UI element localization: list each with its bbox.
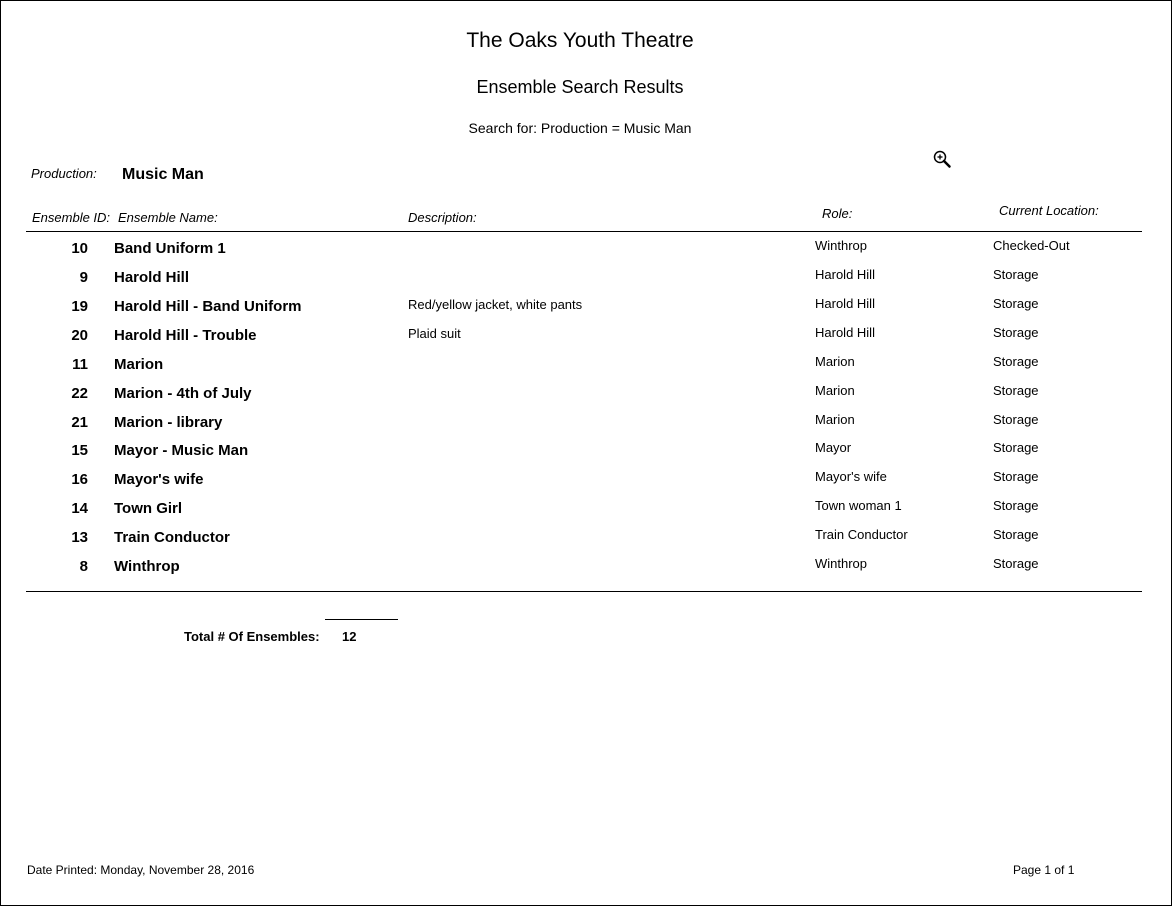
location-cell: Storage: [993, 296, 1039, 311]
magnifier-zoom-icon-graphic: [931, 148, 953, 170]
ensemble-name-cell: Mayor's wife: [114, 471, 204, 488]
description-cell: Plaid suit: [408, 326, 461, 341]
ensemble-id-cell: 20: [71, 327, 88, 344]
table-row: [1, 292, 1171, 321]
report-subtitle: Ensemble Search Results: [476, 77, 684, 97]
total-ensembles-value: 12: [342, 629, 357, 644]
location-cell: Storage: [993, 267, 1039, 282]
table-row: [1, 321, 1171, 350]
ensemble-name-cell: Harold Hill - Band Uniform: [114, 298, 302, 315]
ensemble-name-cell: Harold Hill: [114, 269, 190, 286]
column-header-role: Role:: [822, 206, 853, 221]
role-cell: Mayor's wife: [815, 469, 887, 484]
ensemble-name-cell: Band Uniform 1: [114, 240, 226, 257]
role-cell: Harold Hill: [815, 296, 875, 311]
page-number: Page 1 of 1: [1013, 863, 1075, 877]
role-cell: Harold Hill: [815, 267, 875, 282]
location-cell: Storage: [993, 354, 1039, 369]
ensemble-id-cell: 8: [79, 558, 88, 575]
ensemble-name-cell: Mayor - Music Man: [114, 442, 249, 459]
table-row: [1, 523, 1171, 552]
production-value: Music Man: [122, 166, 204, 183]
date-printed: Date Printed: Monday, November 28, 2016: [27, 863, 255, 877]
column-header-ensemble-id: Ensemble ID:: [32, 210, 111, 225]
description-cell: Red/yellow jacket, white pants: [408, 297, 583, 312]
ensemble-id-cell: 21: [71, 414, 88, 431]
total-overline: [325, 619, 398, 620]
ensemble-id-cell: 13: [71, 529, 88, 546]
role-cell: Winthrop: [815, 556, 868, 571]
location-cell: Storage: [993, 440, 1039, 455]
search-criteria: Search for: Production = Music Man: [468, 120, 692, 136]
role-cell: Marion: [815, 354, 855, 369]
location-cell: Storage: [993, 527, 1039, 542]
column-header-current-location: Current Location:: [999, 203, 1099, 218]
table-row: [1, 465, 1171, 494]
location-cell: Storage: [993, 412, 1039, 427]
table-row: [1, 494, 1171, 523]
table-row: [1, 263, 1171, 292]
role-cell: Town woman 1: [815, 498, 902, 513]
location-cell: Storage: [993, 383, 1039, 398]
total-ensembles-label: Total # Of Ensembles:: [184, 629, 320, 644]
ensemble-id-cell: 14: [71, 500, 88, 517]
magnifier-zoom-icon[interactable]: [931, 148, 953, 170]
location-cell: Storage: [993, 498, 1039, 513]
ensemble-id-cell: 19: [71, 298, 88, 315]
role-cell: Mayor: [815, 440, 852, 455]
report-title: The Oaks Youth Theatre: [466, 29, 694, 52]
ensemble-name-cell: Marion - 4th of July: [114, 385, 252, 402]
ensemble-name-cell: Marion: [114, 356, 164, 373]
role-cell: Marion: [815, 412, 855, 427]
ensemble-name-cell: Winthrop: [114, 558, 180, 575]
role-cell: Marion: [815, 383, 855, 398]
ensemble-name-cell: Town Girl: [114, 500, 183, 517]
header-divider: [26, 231, 1142, 232]
location-cell: Storage: [993, 325, 1039, 340]
table-row: [1, 234, 1171, 263]
location-cell: Storage: [993, 556, 1039, 571]
table-row: [1, 436, 1171, 465]
ensemble-name-cell: Train Conductor: [114, 529, 230, 546]
role-cell: Winthrop: [815, 238, 868, 253]
ensemble-id-cell: 9: [79, 269, 88, 286]
table-row: [1, 408, 1171, 437]
table-row: [1, 552, 1171, 581]
location-cell: Storage: [993, 469, 1039, 484]
ensemble-name-cell: Marion - library: [114, 414, 223, 431]
ensemble-id-cell: 10: [71, 240, 88, 257]
ensemble-id-cell: 16: [71, 471, 88, 488]
table-bottom-divider: [26, 591, 1142, 592]
ensemble-id-cell: 11: [72, 356, 88, 373]
location-cell: Checked-Out: [993, 238, 1070, 253]
table-row: [1, 350, 1171, 379]
ensemble-id-cell: 15: [71, 442, 88, 459]
column-header-description: Description:: [408, 210, 477, 225]
role-cell: Harold Hill: [815, 325, 875, 340]
ensemble-name-cell: Harold Hill - Trouble: [114, 327, 257, 344]
role-cell: Train Conductor: [815, 527, 908, 542]
ensemble-id-cell: 22: [71, 385, 88, 402]
production-label: Production:: [31, 166, 97, 181]
column-header-ensemble-name: Ensemble Name:: [118, 210, 218, 225]
table-row: [1, 379, 1171, 408]
